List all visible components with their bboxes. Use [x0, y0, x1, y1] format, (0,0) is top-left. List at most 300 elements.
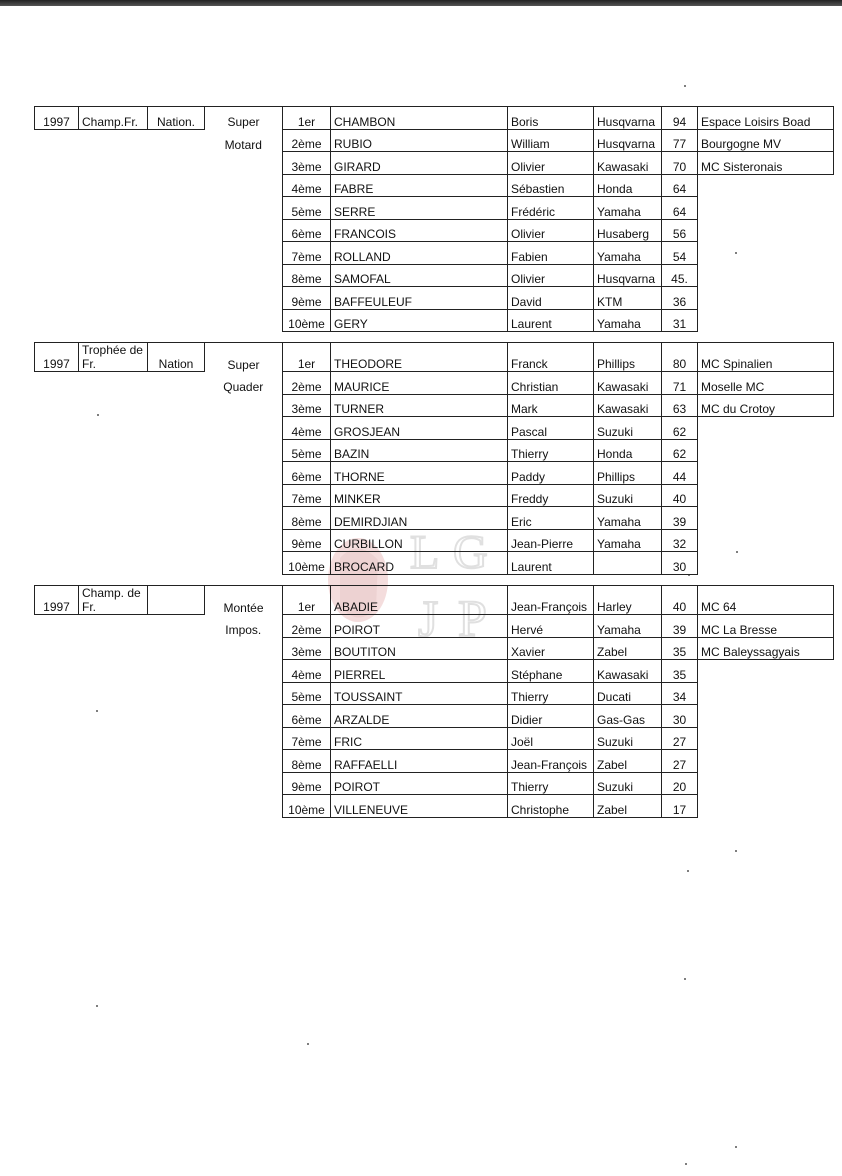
- empty-cell: [79, 552, 148, 575]
- brand-cell: Husqvarna: [594, 129, 662, 152]
- empty-cell: [148, 795, 205, 818]
- empty-cell: [148, 417, 205, 440]
- empty-cell: [35, 727, 79, 750]
- empty-cell: [79, 439, 148, 462]
- club-cell: [698, 660, 834, 683]
- brand-cell: KTM: [594, 287, 662, 310]
- table-row: [35, 705, 834, 728]
- empty-cell: [35, 219, 79, 242]
- place-cell: 4ème: [283, 660, 331, 683]
- rider-firstname-cell: Sébastien: [508, 174, 594, 197]
- rider-name-cell: GIRARD: [331, 152, 508, 175]
- rider-firstname-cell: William: [508, 129, 594, 152]
- points-cell: 20: [662, 772, 698, 795]
- points-cell: 63: [662, 394, 698, 417]
- empty-cell: [79, 795, 148, 818]
- rider-name-cell: ROLLAND: [331, 242, 508, 265]
- empty-cell: [148, 287, 205, 310]
- rider-name-cell: SERRE: [331, 197, 508, 220]
- club-cell: [698, 417, 834, 440]
- rider-name-cell: DEMIRDJIAN: [331, 507, 508, 530]
- empty-cell: [79, 242, 148, 265]
- place-cell: 9ème: [283, 529, 331, 552]
- place-cell: 10ème: [283, 552, 331, 575]
- results-table: [34, 342, 834, 575]
- empty-cell: [35, 174, 79, 197]
- rider-name-cell: POIROT: [331, 615, 508, 638]
- category-cell: Montée: [205, 586, 283, 615]
- empty-cell: [79, 637, 148, 660]
- club-cell: [698, 727, 834, 750]
- rider-name-cell: CHAMBON: [331, 107, 508, 130]
- empty-cell: [148, 772, 205, 795]
- empty-cell: [79, 197, 148, 220]
- empty-cell: [148, 309, 205, 332]
- table-row: [35, 129, 834, 152]
- table-row: [35, 795, 834, 818]
- place-cell: 4ème: [283, 417, 331, 440]
- empty-cell: [79, 309, 148, 332]
- points-cell: 35: [662, 660, 698, 683]
- rider-firstname-cell: Christophe: [508, 795, 594, 818]
- empty-cell: [205, 795, 283, 818]
- place-cell: 1er: [283, 343, 331, 372]
- club-cell: [698, 682, 834, 705]
- points-cell: 44: [662, 462, 698, 485]
- empty-cell: [205, 682, 283, 705]
- empty-cell: [79, 750, 148, 773]
- points-cell: 32: [662, 529, 698, 552]
- rider-name-cell: ABADIE: [331, 586, 508, 615]
- place-cell: 10ème: [283, 309, 331, 332]
- brand-cell: Kawasaki: [594, 152, 662, 175]
- brand-cell: [594, 552, 662, 575]
- scan-speck: [735, 850, 737, 852]
- club-cell: [698, 750, 834, 773]
- empty-cell: [35, 507, 79, 530]
- table-row: [35, 107, 834, 130]
- points-cell: 17: [662, 795, 698, 818]
- empty-cell: [79, 264, 148, 287]
- rider-firstname-cell: Xavier: [508, 637, 594, 660]
- place-cell: 8ème: [283, 507, 331, 530]
- empty-cell: [35, 309, 79, 332]
- rider-name-cell: PIERREL: [331, 660, 508, 683]
- brand-cell: Zabel: [594, 637, 662, 660]
- empty-cell: [148, 727, 205, 750]
- club-cell: [698, 287, 834, 310]
- empty-cell: [205, 219, 283, 242]
- empty-cell: [148, 682, 205, 705]
- empty-cell: [205, 484, 283, 507]
- points-cell: 62: [662, 417, 698, 440]
- rider-name-cell: GERY: [331, 309, 508, 332]
- empty-cell: [148, 129, 205, 152]
- points-cell: 71: [662, 372, 698, 395]
- rider-firstname-cell: Hervé: [508, 615, 594, 638]
- table-row: [35, 727, 834, 750]
- brand-cell: Honda: [594, 439, 662, 462]
- place-cell: 1er: [283, 107, 331, 130]
- empty-cell: [35, 705, 79, 728]
- club-cell: Moselle MC: [698, 372, 834, 395]
- empty-cell: [79, 462, 148, 485]
- empty-cell: [35, 439, 79, 462]
- points-cell: 45.: [662, 264, 698, 287]
- rider-name-cell: BROCARD: [331, 552, 508, 575]
- rider-firstname-cell: Didier: [508, 705, 594, 728]
- points-cell: 40: [662, 484, 698, 507]
- empty-cell: [79, 727, 148, 750]
- rider-firstname-cell: Freddy: [508, 484, 594, 507]
- scan-speck: [307, 1043, 309, 1045]
- empty-cell: [205, 152, 283, 175]
- empty-cell: [35, 287, 79, 310]
- empty-cell: [205, 705, 283, 728]
- empty-cell: [35, 682, 79, 705]
- brand-cell: Gas-Gas: [594, 705, 662, 728]
- brand-cell: Yamaha: [594, 242, 662, 265]
- empty-cell: [79, 660, 148, 683]
- rider-firstname-cell: Pascal: [508, 417, 594, 440]
- level-cell: Nation: [148, 343, 205, 372]
- table-row: [35, 197, 834, 220]
- table-row: [35, 343, 834, 372]
- club-cell: MC La Bresse: [698, 615, 834, 638]
- empty-cell: [79, 682, 148, 705]
- club-cell: [698, 795, 834, 818]
- place-cell: 1er: [283, 586, 331, 615]
- brand-cell: Harley: [594, 586, 662, 615]
- club-cell: [698, 507, 834, 530]
- rider-firstname-cell: Joël: [508, 727, 594, 750]
- rider-name-cell: FRANCOIS: [331, 219, 508, 242]
- brand-cell: Suzuki: [594, 417, 662, 440]
- empty-cell: [79, 174, 148, 197]
- empty-cell: [35, 152, 79, 175]
- brand-cell: Yamaha: [594, 507, 662, 530]
- place-cell: 5ème: [283, 197, 331, 220]
- place-cell: 7ème: [283, 242, 331, 265]
- club-cell: MC 64: [698, 586, 834, 615]
- rider-firstname-cell: Paddy: [508, 462, 594, 485]
- empty-cell: [35, 462, 79, 485]
- place-cell: 3ème: [283, 394, 331, 417]
- rider-name-cell: BOUTITON: [331, 637, 508, 660]
- table-row: [35, 750, 834, 773]
- empty-cell: [35, 637, 79, 660]
- points-cell: 39: [662, 615, 698, 638]
- empty-cell: [148, 507, 205, 530]
- empty-cell: [79, 615, 148, 638]
- empty-cell: [35, 529, 79, 552]
- empty-cell: [205, 439, 283, 462]
- brand-cell: Honda: [594, 174, 662, 197]
- club-cell: Espace Loisirs Boad: [698, 107, 834, 130]
- empty-cell: [79, 287, 148, 310]
- empty-cell: [35, 795, 79, 818]
- rider-name-cell: SAMOFAL: [331, 264, 508, 287]
- brand-cell: Phillips: [594, 343, 662, 372]
- brand-cell: Zabel: [594, 795, 662, 818]
- empty-cell: [79, 484, 148, 507]
- brand-cell: Kawasaki: [594, 394, 662, 417]
- club-cell: [698, 529, 834, 552]
- rider-firstname-cell: Thierry: [508, 439, 594, 462]
- points-cell: 36: [662, 287, 698, 310]
- empty-cell: [148, 615, 205, 638]
- empty-cell: [148, 394, 205, 417]
- brand-cell: Yamaha: [594, 309, 662, 332]
- rider-firstname-cell: Mark: [508, 394, 594, 417]
- empty-cell: [35, 750, 79, 773]
- scan-speck: [96, 1005, 98, 1007]
- rider-firstname-cell: Jean-Pierre: [508, 529, 594, 552]
- rider-firstname-cell: Franck: [508, 343, 594, 372]
- empty-cell: [148, 637, 205, 660]
- empty-cell: [148, 242, 205, 265]
- brand-cell: Ducati: [594, 682, 662, 705]
- place-cell: 9ème: [283, 772, 331, 795]
- empty-cell: [35, 129, 79, 152]
- rider-firstname-cell: David: [508, 287, 594, 310]
- empty-cell: [35, 197, 79, 220]
- rider-name-cell: RUBIO: [331, 129, 508, 152]
- empty-cell: [205, 750, 283, 773]
- category-cell: Impos.: [225, 623, 262, 637]
- table-row: [35, 439, 834, 462]
- empty-cell: [205, 309, 283, 332]
- points-cell: 35: [662, 637, 698, 660]
- club-cell: [698, 174, 834, 197]
- brand-cell: Phillips: [594, 462, 662, 485]
- rider-name-cell: MAURICE: [331, 372, 508, 395]
- empty-cell: [148, 750, 205, 773]
- points-cell: 64: [662, 174, 698, 197]
- year-cell: 1997: [35, 343, 79, 372]
- rider-firstname-cell: Fabien: [508, 242, 594, 265]
- table-row: [35, 417, 834, 440]
- rider-name-cell: THORNE: [331, 462, 508, 485]
- rider-firstname-cell: Olivier: [508, 264, 594, 287]
- empty-cell: [148, 660, 205, 683]
- empty-cell: [35, 615, 79, 638]
- rider-name-cell: POIROT: [331, 772, 508, 795]
- scan-speck: [684, 978, 686, 980]
- results-table: [34, 106, 834, 332]
- place-cell: 5ème: [283, 439, 331, 462]
- empty-cell: [79, 219, 148, 242]
- club-cell: [698, 484, 834, 507]
- empty-cell: [205, 660, 283, 683]
- empty-cell: [35, 772, 79, 795]
- points-cell: 54: [662, 242, 698, 265]
- points-cell: 70: [662, 152, 698, 175]
- table-row: [35, 372, 834, 395]
- empty-cell: [205, 287, 283, 310]
- rider-firstname-cell: Thierry: [508, 772, 594, 795]
- place-cell: 3ème: [283, 637, 331, 660]
- table-row: [35, 152, 834, 175]
- empty-cell: [79, 529, 148, 552]
- empty-cell: [205, 727, 283, 750]
- category-cell: Quader: [223, 380, 264, 394]
- empty-cell: [35, 660, 79, 683]
- rider-name-cell: MINKER: [331, 484, 508, 507]
- club-cell: MC Sisteronais: [698, 152, 834, 175]
- club-cell: MC Spinalien: [698, 343, 834, 372]
- club-cell: MC Baleyssagyais: [698, 637, 834, 660]
- rider-firstname-cell: Frédéric: [508, 197, 594, 220]
- empty-cell: [205, 174, 283, 197]
- category-cell: Motard: [224, 137, 262, 152]
- empty-cell: [148, 219, 205, 242]
- empty-cell: [148, 372, 205, 395]
- rider-name-cell: CURBILLON: [331, 529, 508, 552]
- points-cell: 27: [662, 727, 698, 750]
- year-cell: 1997: [35, 107, 79, 130]
- brand-cell: Husqvarna: [594, 264, 662, 287]
- table-row: [35, 287, 834, 310]
- brand-cell: Suzuki: [594, 484, 662, 507]
- points-cell: 39: [662, 507, 698, 530]
- rider-firstname-cell: Eric: [508, 507, 594, 530]
- table-row: [35, 484, 834, 507]
- points-cell: 30: [662, 552, 698, 575]
- table-row: [35, 394, 834, 417]
- rider-name-cell: RAFFAELLI: [331, 750, 508, 773]
- empty-cell: [205, 462, 283, 485]
- brand-cell: Husaberg: [594, 219, 662, 242]
- empty-cell: [79, 394, 148, 417]
- table-row: [35, 772, 834, 795]
- empty-cell: [205, 507, 283, 530]
- table-row: [35, 529, 834, 552]
- rider-name-cell: BAZIN: [331, 439, 508, 462]
- empty-cell: [205, 637, 283, 660]
- scan-speck: [735, 1146, 737, 1148]
- championship-cell: Trophée de Fr.: [79, 343, 148, 372]
- place-cell: 9ème: [283, 287, 331, 310]
- club-cell: [698, 264, 834, 287]
- empty-cell: [205, 417, 283, 440]
- rider-name-cell: THEODORE: [331, 343, 508, 372]
- club-cell: [698, 705, 834, 728]
- table-row: [35, 615, 834, 638]
- year-cell: 1997: [35, 586, 79, 615]
- rider-name-cell: ARZALDE: [331, 705, 508, 728]
- table-row: [35, 242, 834, 265]
- level-cell: Nation.: [148, 107, 205, 130]
- rider-name-cell: TOUSSAINT: [331, 682, 508, 705]
- rider-name-cell: BAFFEULEUF: [331, 287, 508, 310]
- place-cell: 5ème: [283, 682, 331, 705]
- table-row: [35, 462, 834, 485]
- empty-cell: [79, 705, 148, 728]
- points-cell: 40: [662, 586, 698, 615]
- empty-cell: [35, 242, 79, 265]
- brand-cell: Yamaha: [594, 197, 662, 220]
- empty-cell: [205, 552, 283, 575]
- club-cell: [698, 309, 834, 332]
- championship-cell: Champ.Fr.: [79, 107, 148, 130]
- rider-firstname-cell: Boris: [508, 107, 594, 130]
- rider-firstname-cell: Stéphane: [508, 660, 594, 683]
- place-cell: 7ème: [283, 484, 331, 507]
- points-cell: 94: [662, 107, 698, 130]
- category-cell: Super: [205, 107, 283, 130]
- table-row: [35, 309, 834, 332]
- empty-cell: [79, 372, 148, 395]
- points-cell: 64: [662, 197, 698, 220]
- results-table: [34, 585, 834, 818]
- brand-cell: Kawasaki: [594, 660, 662, 683]
- empty-cell: [35, 264, 79, 287]
- table-row: [35, 552, 834, 575]
- empty-cell: [35, 484, 79, 507]
- rider-name-cell: VILLENEUVE: [331, 795, 508, 818]
- brand-cell: Suzuki: [594, 772, 662, 795]
- brand-cell: Suzuki: [594, 727, 662, 750]
- rider-name-cell: FRIC: [331, 727, 508, 750]
- empty-cell: [35, 372, 79, 395]
- empty-cell: [79, 507, 148, 530]
- rider-firstname-cell: Jean-François: [508, 586, 594, 615]
- empty-cell: [148, 529, 205, 552]
- points-cell: 56: [662, 219, 698, 242]
- empty-cell: [148, 197, 205, 220]
- club-cell: [698, 462, 834, 485]
- brand-cell: Yamaha: [594, 529, 662, 552]
- empty-cell: [79, 129, 148, 152]
- place-cell: 2ème: [283, 129, 331, 152]
- empty-cell: [205, 242, 283, 265]
- empty-cell: [35, 417, 79, 440]
- rider-firstname-cell: Laurent: [508, 552, 594, 575]
- brand-cell: Yamaha: [594, 615, 662, 638]
- rider-firstname-cell: Christian: [508, 372, 594, 395]
- empty-cell: [148, 152, 205, 175]
- rider-firstname-cell: Thierry: [508, 682, 594, 705]
- club-cell: [698, 772, 834, 795]
- table-row: [35, 219, 834, 242]
- place-cell: 3ème: [283, 152, 331, 175]
- place-cell: 6ème: [283, 219, 331, 242]
- empty-cell: [79, 417, 148, 440]
- table-row: [35, 660, 834, 683]
- scan-speck: [685, 1163, 687, 1165]
- rider-firstname-cell: Laurent: [508, 309, 594, 332]
- club-cell: [698, 197, 834, 220]
- points-cell: 30: [662, 705, 698, 728]
- watermark-letter: J: [418, 591, 439, 648]
- table-row: [35, 637, 834, 660]
- place-cell: 4ème: [283, 174, 331, 197]
- points-cell: 34: [662, 682, 698, 705]
- place-cell: 6ème: [283, 705, 331, 728]
- table-row: [35, 586, 834, 615]
- place-cell: 2ème: [283, 615, 331, 638]
- watermark-letter: L: [410, 526, 440, 579]
- club-cell: MC du Crotoy: [698, 394, 834, 417]
- rider-firstname-cell: Jean-François: [508, 750, 594, 773]
- place-cell: 6ème: [283, 462, 331, 485]
- rider-name-cell: FABRE: [331, 174, 508, 197]
- empty-cell: [79, 152, 148, 175]
- points-cell: 77: [662, 129, 698, 152]
- championship-cell: Champ. de Fr.: [79, 586, 148, 615]
- top-border-line: [0, 0, 842, 6]
